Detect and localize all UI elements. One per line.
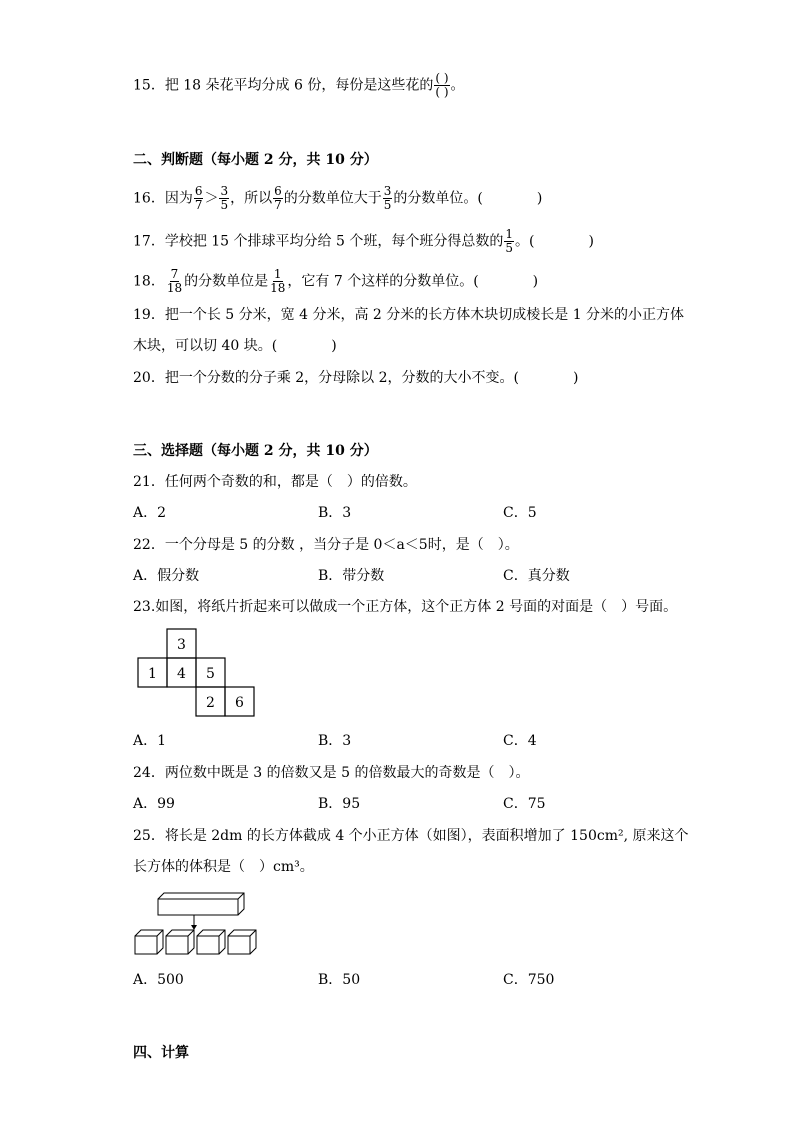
cuboid-split-diagram <box>133 889 263 959</box>
question-21: 21．任何两个奇数的和，都是（ ）的倍数。 <box>133 474 417 490</box>
option-a[interactable]: A．99 <box>133 796 175 812</box>
question-15: 15．把 18 朵花平均分成 6 份，每份是这些花的 $\frac{( )}{( )}$ 。 <box>133 71 465 99</box>
question-24: 24．两位数中既是 3 的倍数又是 5 的倍数最大的奇数是（ ）。 <box>133 765 530 781</box>
question-25-continued: 长方体的体积是（ ）cm³。 <box>133 859 314 875</box>
option-a[interactable]: A．500 <box>133 972 184 988</box>
option-b[interactable]: B．3 <box>318 505 352 521</box>
fraction: $\frac{6}{7}$ <box>274 184 282 212</box>
net-cell-label: 2 <box>206 695 215 711</box>
net-cell-label: 4 <box>177 666 186 682</box>
option-b[interactable]: B．50 <box>318 972 361 988</box>
question-23: 23.如图，将纸片折起来可以做成一个正方体，这个正方体 2 号面的对面是（ ）号面。 <box>133 599 678 615</box>
option-b[interactable]: B．95 <box>318 796 361 812</box>
option-c[interactable]: C．5 <box>503 505 537 521</box>
question-17: 17．学校把 15 个排球平均分给 5 个班，每个班分得总数的 $\frac{1}{5}$ 。( ) <box>133 227 594 255</box>
question-19: 19．把一个长 5 分米，宽 4 分米，高 2 分米的长方体木块切成棱长是 1 分米的小正方体 <box>133 307 685 323</box>
question-19-continued: 木块，可以切 40 块。( ) <box>133 338 337 354</box>
fraction: $\frac{1}{18}$ <box>270 267 286 295</box>
fraction: $\frac{3}{5}$ <box>220 184 229 212</box>
net-cell-label: 3 <box>177 637 186 653</box>
question-25: 25．将长是 2dm 的长方体截成 4 个小正方体（如图），表面积增加了 150cm², 原来这个 <box>133 828 689 844</box>
section-heading-calculation: 四、计算 <box>133 1045 189 1061</box>
question-22: 22．一个分母是 5 的分数 ，当分子是 0＜a＜5时，是（ ）。 <box>133 537 519 553</box>
fraction: $\frac{7}{18}$ <box>166 267 183 295</box>
option-a[interactable]: A．1 <box>133 733 167 749</box>
fraction: $\frac{6}{7}$ <box>194 184 203 212</box>
fraction-blank: $\frac{( )}{( )}$ <box>435 71 449 99</box>
option-c[interactable]: C．4 <box>503 733 537 749</box>
net-cell-label: 5 <box>206 666 215 682</box>
net-cell-label: 1 <box>148 666 157 682</box>
option-c[interactable]: C．真分数 <box>503 568 570 584</box>
option-a[interactable]: A．2 <box>133 505 167 521</box>
option-c[interactable]: C．750 <box>503 972 555 988</box>
cube-net-diagram <box>135 628 265 718</box>
question-16: 16．因为 $\frac{6}{7}$ ＞ $\frac{3}{5}$ ，所以 $\frac{6}{7}$ 的分数单位大于 $\frac{3}{5}$ 的分数单位。( ) <box>133 184 543 212</box>
net-cell-label: 6 <box>235 695 244 711</box>
option-a[interactable]: A．假分数 <box>133 568 200 584</box>
question-text: 把 18 朵花平均分成 6 份，每份是这些花的 <box>164 77 434 94</box>
section-heading-choice: 三、选择题（每小题 2 分，共 10 分） <box>133 443 378 459</box>
question-20: 20．把一个分数的分子乘 2，分母除以 2，分数的大小不变。( ) <box>133 370 579 386</box>
fraction: $\frac{3}{5}$ <box>383 184 392 212</box>
fraction: $\frac{1}{5}$ <box>505 227 513 255</box>
option-b[interactable]: B．3 <box>318 733 352 749</box>
question-18: 18． $\frac{7}{18}$ 的分数单位是 $\frac{1}{18}$ ，它有 7 个这样的分数单位。( ) <box>133 267 539 295</box>
question-number: 15． <box>133 77 165 94</box>
option-b[interactable]: B．带分数 <box>318 568 385 584</box>
option-c[interactable]: C．75 <box>503 796 546 812</box>
section-heading-judgment: 二、判断题（每小题 2 分，共 10 分） <box>133 152 378 168</box>
